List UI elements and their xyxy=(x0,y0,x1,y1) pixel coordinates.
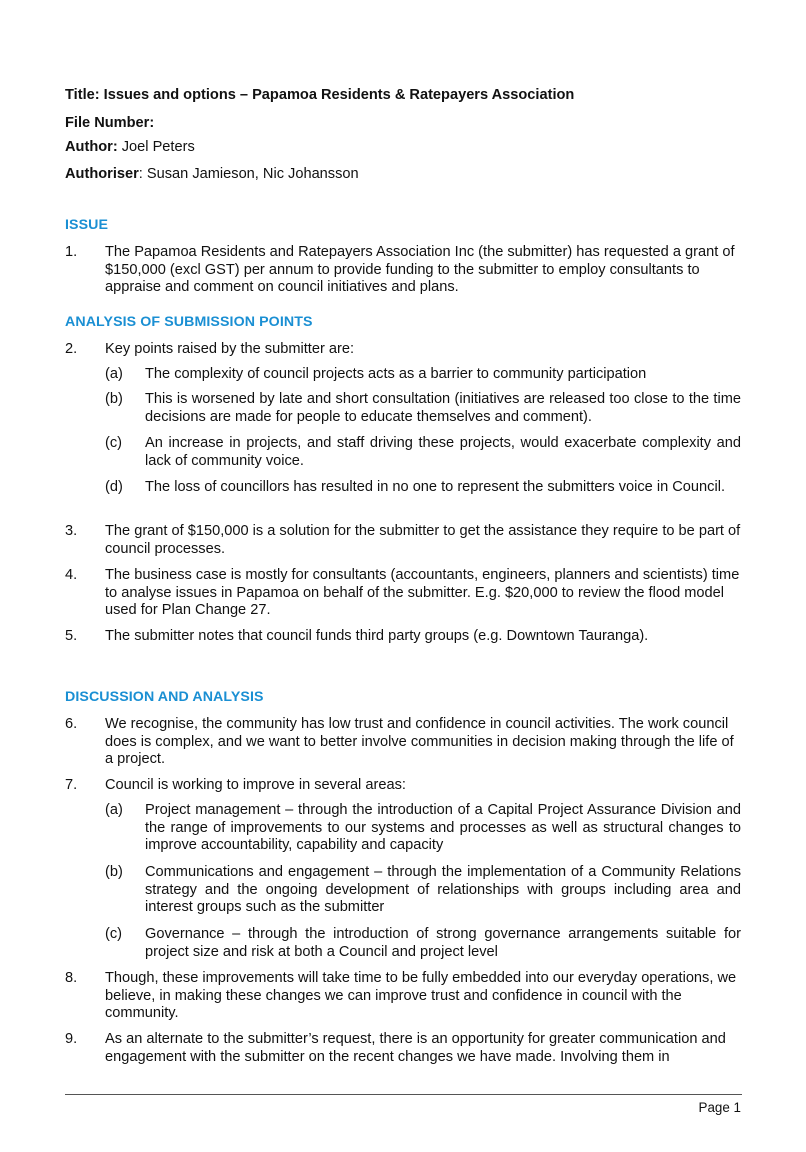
paragraph-number: 3. xyxy=(65,523,78,539)
file-number-line xyxy=(65,115,154,133)
point-text: The loss of councillors has resulted in no one to represent the submitters voice in Council. xyxy=(145,479,725,495)
footer-divider xyxy=(65,1094,742,1095)
paragraph-number: 2. xyxy=(65,341,78,357)
author-line xyxy=(65,139,195,157)
paragraph-number: 8. xyxy=(65,970,78,986)
paragraph-5 xyxy=(65,628,741,646)
point-text: An increase in projects, and staff driving these projects, would exacerbate complexity and lack of community voice. xyxy=(145,435,741,469)
heading-discussion: DISCUSSION AND ANALYSIS xyxy=(65,689,264,705)
point-label: (a) xyxy=(105,802,123,818)
paragraph-number: 6. xyxy=(65,716,78,732)
point-text: Governance – through the introduction of strong governance arrangements suitable for project size and risk at both a Council and project level xyxy=(145,926,741,960)
file-number-label: File Number: xyxy=(65,115,155,131)
paragraph-text: Council is working to improve in several areas: xyxy=(105,777,406,793)
point-label: (d) xyxy=(105,479,123,495)
paragraph-4 xyxy=(65,567,741,620)
paragraph-text: As an alternate to the submitter’s request, there is an opportunity for greater communication and engagement with the submitter on the recent changes we have made. Involving them in xyxy=(105,1031,726,1065)
paragraph-number: 7. xyxy=(65,777,78,793)
point-2d xyxy=(105,479,741,497)
heading-analysis: ANALYSIS OF SUBMISSION POINTS xyxy=(65,314,313,330)
title-line xyxy=(65,87,574,105)
paragraph-text: We recognise, the community has low trust and confidence in council activities. The work council does is complex, and we want to better involve communities in decision making through the life of a project. xyxy=(105,716,734,768)
title-value: Issues and options – Papamoa Residents & Ratepayers Association xyxy=(103,87,575,103)
paragraph-text: The submitter notes that council funds third party groups (e.g. Downtown Tauranga). xyxy=(105,628,649,644)
point-label: (a) xyxy=(105,366,123,382)
heading-issue: ISSUE xyxy=(65,217,109,233)
point-label: (b) xyxy=(105,391,123,407)
authoriser-label: Authoriser xyxy=(65,166,139,182)
point-2c xyxy=(105,435,741,470)
paragraph-9 xyxy=(65,1031,741,1066)
paragraph-number: 4. xyxy=(65,567,78,583)
paragraph-1 xyxy=(65,244,741,297)
point-7a xyxy=(105,802,741,855)
author-label: Author: xyxy=(65,139,118,155)
paragraph-text: The business case is mostly for consultants (accountants, engineers, planners and scientists) time to analyse issues in Papamoa on behalf of the submitter. E.g. $20,000 to review the flood model used for Plan Change 27. xyxy=(105,567,740,619)
point-7c xyxy=(105,926,741,961)
paragraph-text: The grant of $150,000 is a solution for the submitter to get the assistance they require to be part of council processes. xyxy=(105,523,741,557)
author-value: Joel Peters xyxy=(121,139,195,155)
paragraph-number: 1. xyxy=(65,244,78,260)
authoriser-line xyxy=(65,166,359,184)
paragraph-text: Though, these improvements will take time to be fully embedded into our everyday operations, we believe, in making these changes we can improve trust and confidence in council with the community. xyxy=(105,970,737,1022)
point-label: (b) xyxy=(105,864,123,880)
point-2a xyxy=(105,366,741,384)
point-text: The complexity of council projects acts as a barrier to community participation xyxy=(145,366,647,382)
point-2b xyxy=(105,391,741,426)
paragraph-number: 9. xyxy=(65,1031,78,1047)
paragraph-text: Key points raised by the submitter are: xyxy=(105,341,355,357)
paragraph-8 xyxy=(65,970,741,1023)
point-label: (c) xyxy=(105,435,123,451)
page-number: Page 1 xyxy=(698,1100,741,1115)
point-label: (c) xyxy=(105,926,123,942)
paragraph-2 xyxy=(65,341,741,359)
paragraph-3 xyxy=(65,523,741,558)
paragraph-6 xyxy=(65,716,741,769)
authoriser-value: : Susan Jamieson, Nic Johansson xyxy=(138,166,359,182)
title-label: Title: xyxy=(65,87,100,103)
point-text: Communications and engagement – through the implementation of a Community Relations strategy and the ongoing development of relationships with groups including area and interest groups such as the submitter xyxy=(145,864,741,916)
paragraph-text: The Papamoa Residents and Ratepayers Association Inc (the submitter) has requested a grant of $150,000 (excl GST) per annum to provide funding to the submitter to employ consultants to appraise and comment on council initiatives and plans. xyxy=(105,244,735,296)
point-text: This is worsened by late and short consultation (initiatives are released too close to the time decisions are made for people to educate themselves and comment). xyxy=(145,391,741,425)
point-text: Project management – through the introduction of a Capital Project Assurance Division and the range of improvements to our systems and processes as well as structural changes to improve accountability, capability and capacity xyxy=(145,802,741,854)
paragraph-7 xyxy=(65,777,741,795)
paragraph-number: 5. xyxy=(65,628,78,644)
point-7b xyxy=(105,864,741,917)
